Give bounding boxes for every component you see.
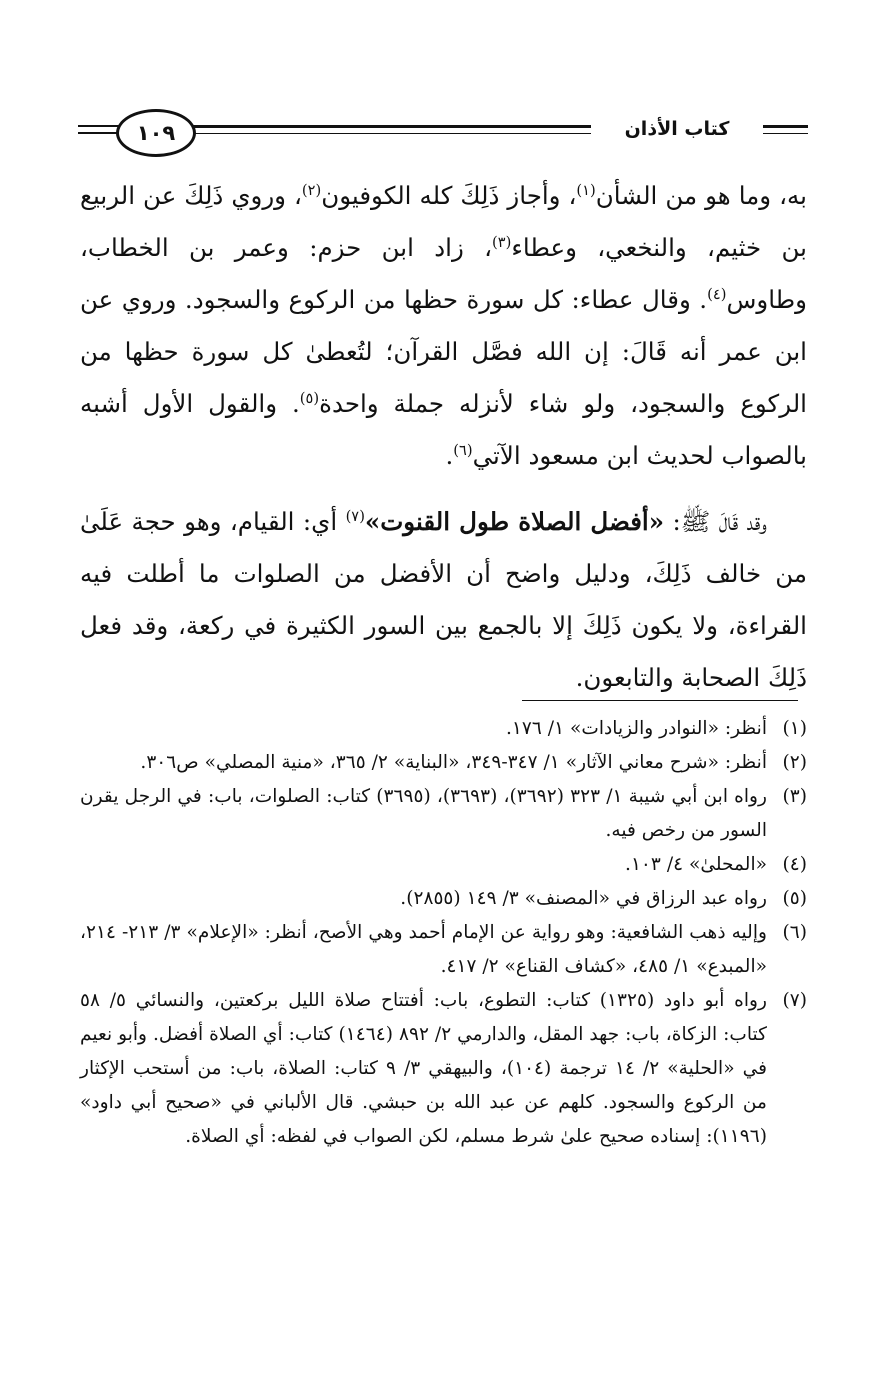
footnote	[80, 916, 807, 984]
footnote-marker: (٧)	[345, 507, 365, 525]
footnote-number: (٧)	[782, 990, 807, 1011]
running-title: كتاب الأذان	[624, 118, 730, 140]
footnote-text: رواه ابن أبي شيبة ١/ ٣٢٣ (٣٦٩٢)، (٣٦٩٣)، (٣٦٩٥) كتاب: الصلوات، باب: في الرجل يقرن السور من رخص فيه.	[80, 786, 768, 841]
footnote-marker: (٥)	[299, 389, 320, 407]
header-rule	[78, 125, 120, 127]
footnote-number: (٦)	[782, 922, 807, 943]
footnote-marker: (٦)	[453, 441, 473, 459]
footnote-number: (٢)	[782, 752, 807, 773]
footnote-number: (٤)	[782, 854, 807, 875]
footnote	[80, 746, 807, 780]
text-run: ، زاد ابن حزم: وعمر بن الخطاب، وطاوس	[80, 233, 807, 314]
body-paragraph	[80, 496, 807, 704]
footnote-number: (٣)	[782, 786, 807, 807]
footnote	[80, 848, 807, 882]
footnote-marker: (١)	[576, 181, 596, 199]
header-rule	[78, 132, 120, 134]
footnotes	[80, 712, 807, 1154]
footnote-text: رواه أبو داود (١٣٢٥) كتاب: التطوع، باب: أفتتاح صلاة الليل بركعتين، والنسائي ٥/ ٥٨ كتاب: الزكاة، باب: جهد المقل، والدارمي ٢/ ٨٩٢ (١٤٦٤) كتاب: أي الصلاة أفضل. وأبو نعيم في «الحلية» ٢/ ١٤ ترجمة (١٠٤)، والبيهقي ٣/ ٩ كتاب: الصلاة، باب: من أستحب الإكثار من الركوع والسجود. كلهم عن عبد الله بن حبشي. قال الألباني في «صحيح أبي داود» (١١٩٦): إسناده صحيح علىٰ شرط مسلم، لكن الصواب في لفظه: أي الصلاة.	[80, 990, 767, 1147]
text-run: ، وروي ذَلِكَ عن الربيع بن خثيم، والنخعي، وعطاء	[80, 181, 807, 262]
footnote	[80, 712, 807, 746]
hadith-quote: «أفضل الصلاة طول القنوت»	[364, 507, 665, 536]
header-rule	[763, 125, 808, 128]
text-run: به، وما هو من الشأن	[595, 181, 807, 210]
footnote-separator	[522, 700, 798, 701]
header-rule	[186, 133, 591, 134]
footnote-text: رواه عبد الرزاق في «المصنف» ٣/ ١٤٩ (٢٨٥٥).	[400, 888, 767, 909]
footnote	[80, 780, 807, 848]
footnote-marker: (٤)	[707, 285, 727, 303]
footnote	[80, 984, 807, 1154]
running-header	[78, 108, 808, 158]
footnote-number: (١)	[782, 718, 807, 739]
main-text	[80, 170, 807, 704]
footnote-number: (٥)	[782, 888, 807, 909]
page-number: ١٠٩	[116, 109, 196, 157]
header-rule	[186, 125, 591, 128]
footnote-text: وإليه ذهب الشافعية: وهو رواية عن الإمام أحمد وهي الأصح، أنظر: «الإعلام» ٣/ ٢١٣- ٢١٤، «المبدع» ١/ ٤٨٥، «كشاف القناع» ٢/ ٤١٧.	[80, 922, 767, 977]
footnote-text: أنظر: «النوادر والزيادات» ١/ ١٧٦.	[505, 718, 767, 739]
header-rule	[763, 133, 808, 134]
body-paragraph	[80, 170, 807, 482]
footnote	[80, 882, 807, 916]
text-run: .	[445, 441, 454, 470]
footnote-marker: (٣)	[492, 233, 512, 251]
text-run: ، وأجاز ذَلِكَ كله الكوفيون	[321, 181, 577, 210]
text-run: . والقول الأول أشبه بالصواب لحديث ابن مسعود الآتي	[80, 389, 807, 470]
text-run: وقد قَالَ ﷺ:	[664, 507, 768, 536]
footnote-text: «المحلىٰ» ٤/ ١٠٣.	[625, 854, 767, 875]
footnote-text: أنظر: «شرح معاني الآثار» ١/ ٣٤٧-٣٤٩، «البناية» ٢/ ٣٦٥، «منية المصلي» ص٣٠٦.	[140, 752, 767, 773]
text-run: أي: القيام، وهو حجة عَلَىٰ من خالف ذَلِكَ، ودليل واضح أن الأفضل من الصلوات ما أطلت فيه القراءة، ولا يكون ذَلِكَ إلا بالجمع بين السور الكثيرة في ركعة، وقد فعل ذَلِكَ الصحابة والتابعون.	[80, 507, 807, 692]
footnote-marker: (٢)	[301, 181, 322, 199]
text-run: . وقال عطاء: كل سورة حظها من الركوع والسجود. وروي عن ابن عمر أنه قَالَ: إن الله فصَّل القرآن؛ لتُعطىٰ كل سورة حظها من الركوع والسجود، ولو شاء لأنزله جملة واحدة	[80, 285, 807, 418]
